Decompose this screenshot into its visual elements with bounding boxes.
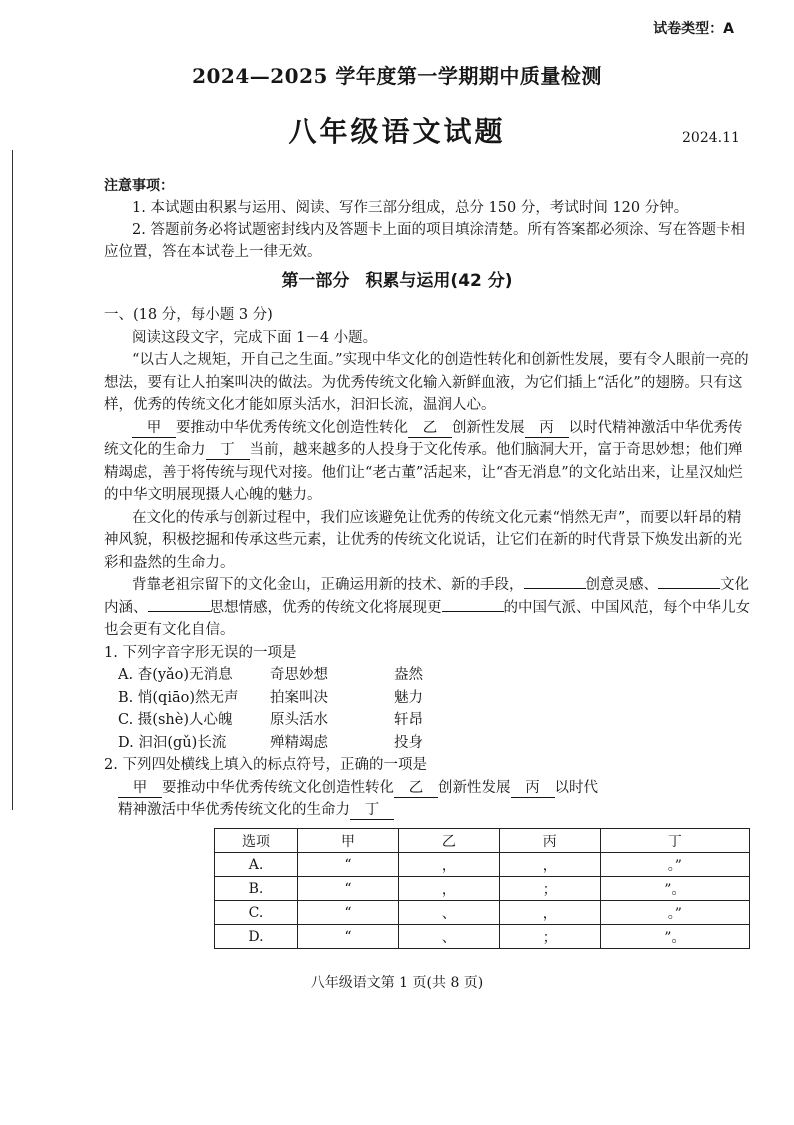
option-cell: 奇思妙想 [270,667,328,683]
option-cell: 盎然 [394,667,423,683]
table-cell: ， [398,853,499,877]
table-cell: 。” [600,853,749,877]
passage-text: 创新性发展 [452,419,525,436]
table-cell: C. [215,901,298,925]
table-cell: “ [298,925,399,949]
blank-ding: 丁 [206,441,250,460]
passage-text: 思想情感，优秀的传统文化将展现更 [209,599,442,616]
fill-blank [148,611,210,612]
blank-ding: 丁 [350,801,394,820]
passage-text: 背靠老祖宗留下的文化金山，正确运用新的技术、新的手段， [132,577,524,593]
sentence-text: 创新性发展 [438,779,511,796]
option-cell: 拍案叫决 [270,689,328,706]
table-cell: “ [298,877,399,901]
notes-item: 1. 本试题由积累与运用、阅读、写作三部分组成，总分 150 分，考试时间 120 分钟。 [132,200,689,216]
table-cell: 、 [398,925,499,949]
exam-title: 2024—2025 学年度第一学期期中质量检测 [192,64,602,88]
passage-text: 当前，越来越多的人投身于文化传承。他们脑洞大开，富于奇思妙想；他们殚精竭虑，善于将传统与现代对接。他们让“老古董”活起来，让“杳无消息”的文化站出来，让星汉灿烂的中华文明展现摄人心魄的魅力。 [104,442,743,503]
option-row [104,709,752,732]
page-footer: 八年级语文第 1 页(共 8 页) [310,975,484,991]
table-cell: “ [298,853,399,877]
section-heading: 一、(18 分，每小题 3 分) [104,307,273,323]
question-1-stem: 1. 下列字音字形无误的一项是 [104,644,297,661]
fill-blank [442,611,504,612]
option-cell: 魅力 [394,689,423,706]
section-instruction: 阅读这段文字，完成下面 1－4 小题。 [132,329,378,346]
table-cell: ”。 [600,877,749,901]
option-row [104,687,752,710]
section-one [104,304,752,822]
table-header-cell: 选项 [215,829,298,853]
question-2-sentence [104,799,752,822]
paper-type: 试卷类型：A [653,21,734,37]
blank-jia: 甲 [118,779,162,798]
table-cell: ”。 [600,925,749,949]
table-cell: “ [298,901,399,925]
table-row [215,853,750,877]
option-cell: 殚精竭虑 [270,734,328,751]
table-cell: B. [215,877,298,901]
table-header-cell: 甲 [298,829,399,853]
blank-yi: 乙 [408,419,452,438]
table-row [215,925,750,949]
option-cell: B. 悄(qiāo)然无声 [118,689,239,706]
notes-item: 2. 答题前务必将试题密封线内及答题卡上面的项目填涂清楚。所有答案都必须涂、写在答题卡相应位置，答在本试卷上一律无效。 [104,222,745,260]
table-cell: A. [215,853,298,877]
blank-bing: 丙 [511,779,555,798]
table-cell: ， [398,877,499,901]
blank-bing: 丙 [525,419,569,438]
option-cell: 轩昂 [394,712,423,728]
table-cell: ； [499,877,600,901]
option-cell: 投身 [394,734,423,751]
passage-paragraph-4 [104,574,752,642]
subject-title: 八年级语文试题 [288,115,506,148]
exam-date: 2024.11 [682,130,740,146]
passage-paragraph-1: “以古人之规矩，开自己之生面。”实现中华文化的创造性转化和创新性发展，要有令人眼前一亮的想法，要有让人拍案叫决的做法。为优秀传统文化输入新鲜血液，为它们插上“活化”的翅膀。只有这样，优秀的传统文化才能如原头活水，汩汩长流，温润人心。 [104,352,749,413]
passage-text: 文化内涵、 [104,577,749,616]
option-cell: D. 汩汩(gǔ)长流 [118,734,227,751]
table-cell: ， [499,901,600,925]
table-row [215,901,750,925]
table-cell: 。” [600,901,749,925]
table-header-cell: 丁 [600,829,749,853]
table-cell: 、 [398,901,499,925]
option-cell: C. 摄(shè)人心魄 [118,712,233,728]
question-2-stem: 2. 下列四处横线上填入的标点符号，正确的一项是 [104,757,427,773]
passage-text: 以时代精神激活中华优秀传统文化的生命力 [104,419,743,458]
table-cell: ； [499,925,600,949]
binding-line [12,150,13,810]
passage-text: 要推动中华优秀传统文化创造性转化 [176,419,408,436]
sentence-text: 以时代 [554,779,598,796]
option-row [104,732,752,755]
table-cell: D. [215,925,298,949]
option-row [104,664,752,687]
punctuation-options-table [214,828,750,949]
part-name: 积累与运用(42 分) [365,271,513,291]
passage-text: 的中国气派、中国风范，每个中华儿女也会更有文化自信。 [104,599,750,638]
passage-paragraph-3: 在文化的传承与创新过程中，我们应该避免让优秀的传统文化元素“悄然无声”，而要以轩昂的精神风貌，积极挖掘和传承这些元素，让优秀的传统文化说话，让它们在新的时代背景下焕发出新的光彩和盎然的生命力。 [104,509,742,571]
passage-text: 创意灵感、 [585,577,658,593]
fill-blank [524,588,586,589]
table-header-row [215,829,750,853]
blank-jia: 甲 [132,419,176,438]
table-header-cell: 乙 [398,829,499,853]
part-title [0,266,794,291]
notes-heading: 注意事项： [104,178,174,194]
passage-paragraph-2 [104,417,752,507]
table-row [215,877,750,901]
question-1-options [104,664,752,754]
option-cell: 原头活水 [270,712,328,728]
notes [104,175,754,263]
table-cell: ， [499,853,600,877]
question-2-sentence [104,777,752,800]
sentence-text: 要推动中华优秀传统文化创造性转化 [162,779,394,796]
sentence-text: 精神激活中华优秀传统文化的生命力 [118,802,350,818]
table-header-cell: 丙 [499,829,600,853]
fill-blank [658,588,720,589]
blank-yi: 乙 [394,779,438,798]
option-cell: A. 杳(yǎo)无消息 [118,667,233,683]
part-label: 第一部分 [281,271,350,291]
